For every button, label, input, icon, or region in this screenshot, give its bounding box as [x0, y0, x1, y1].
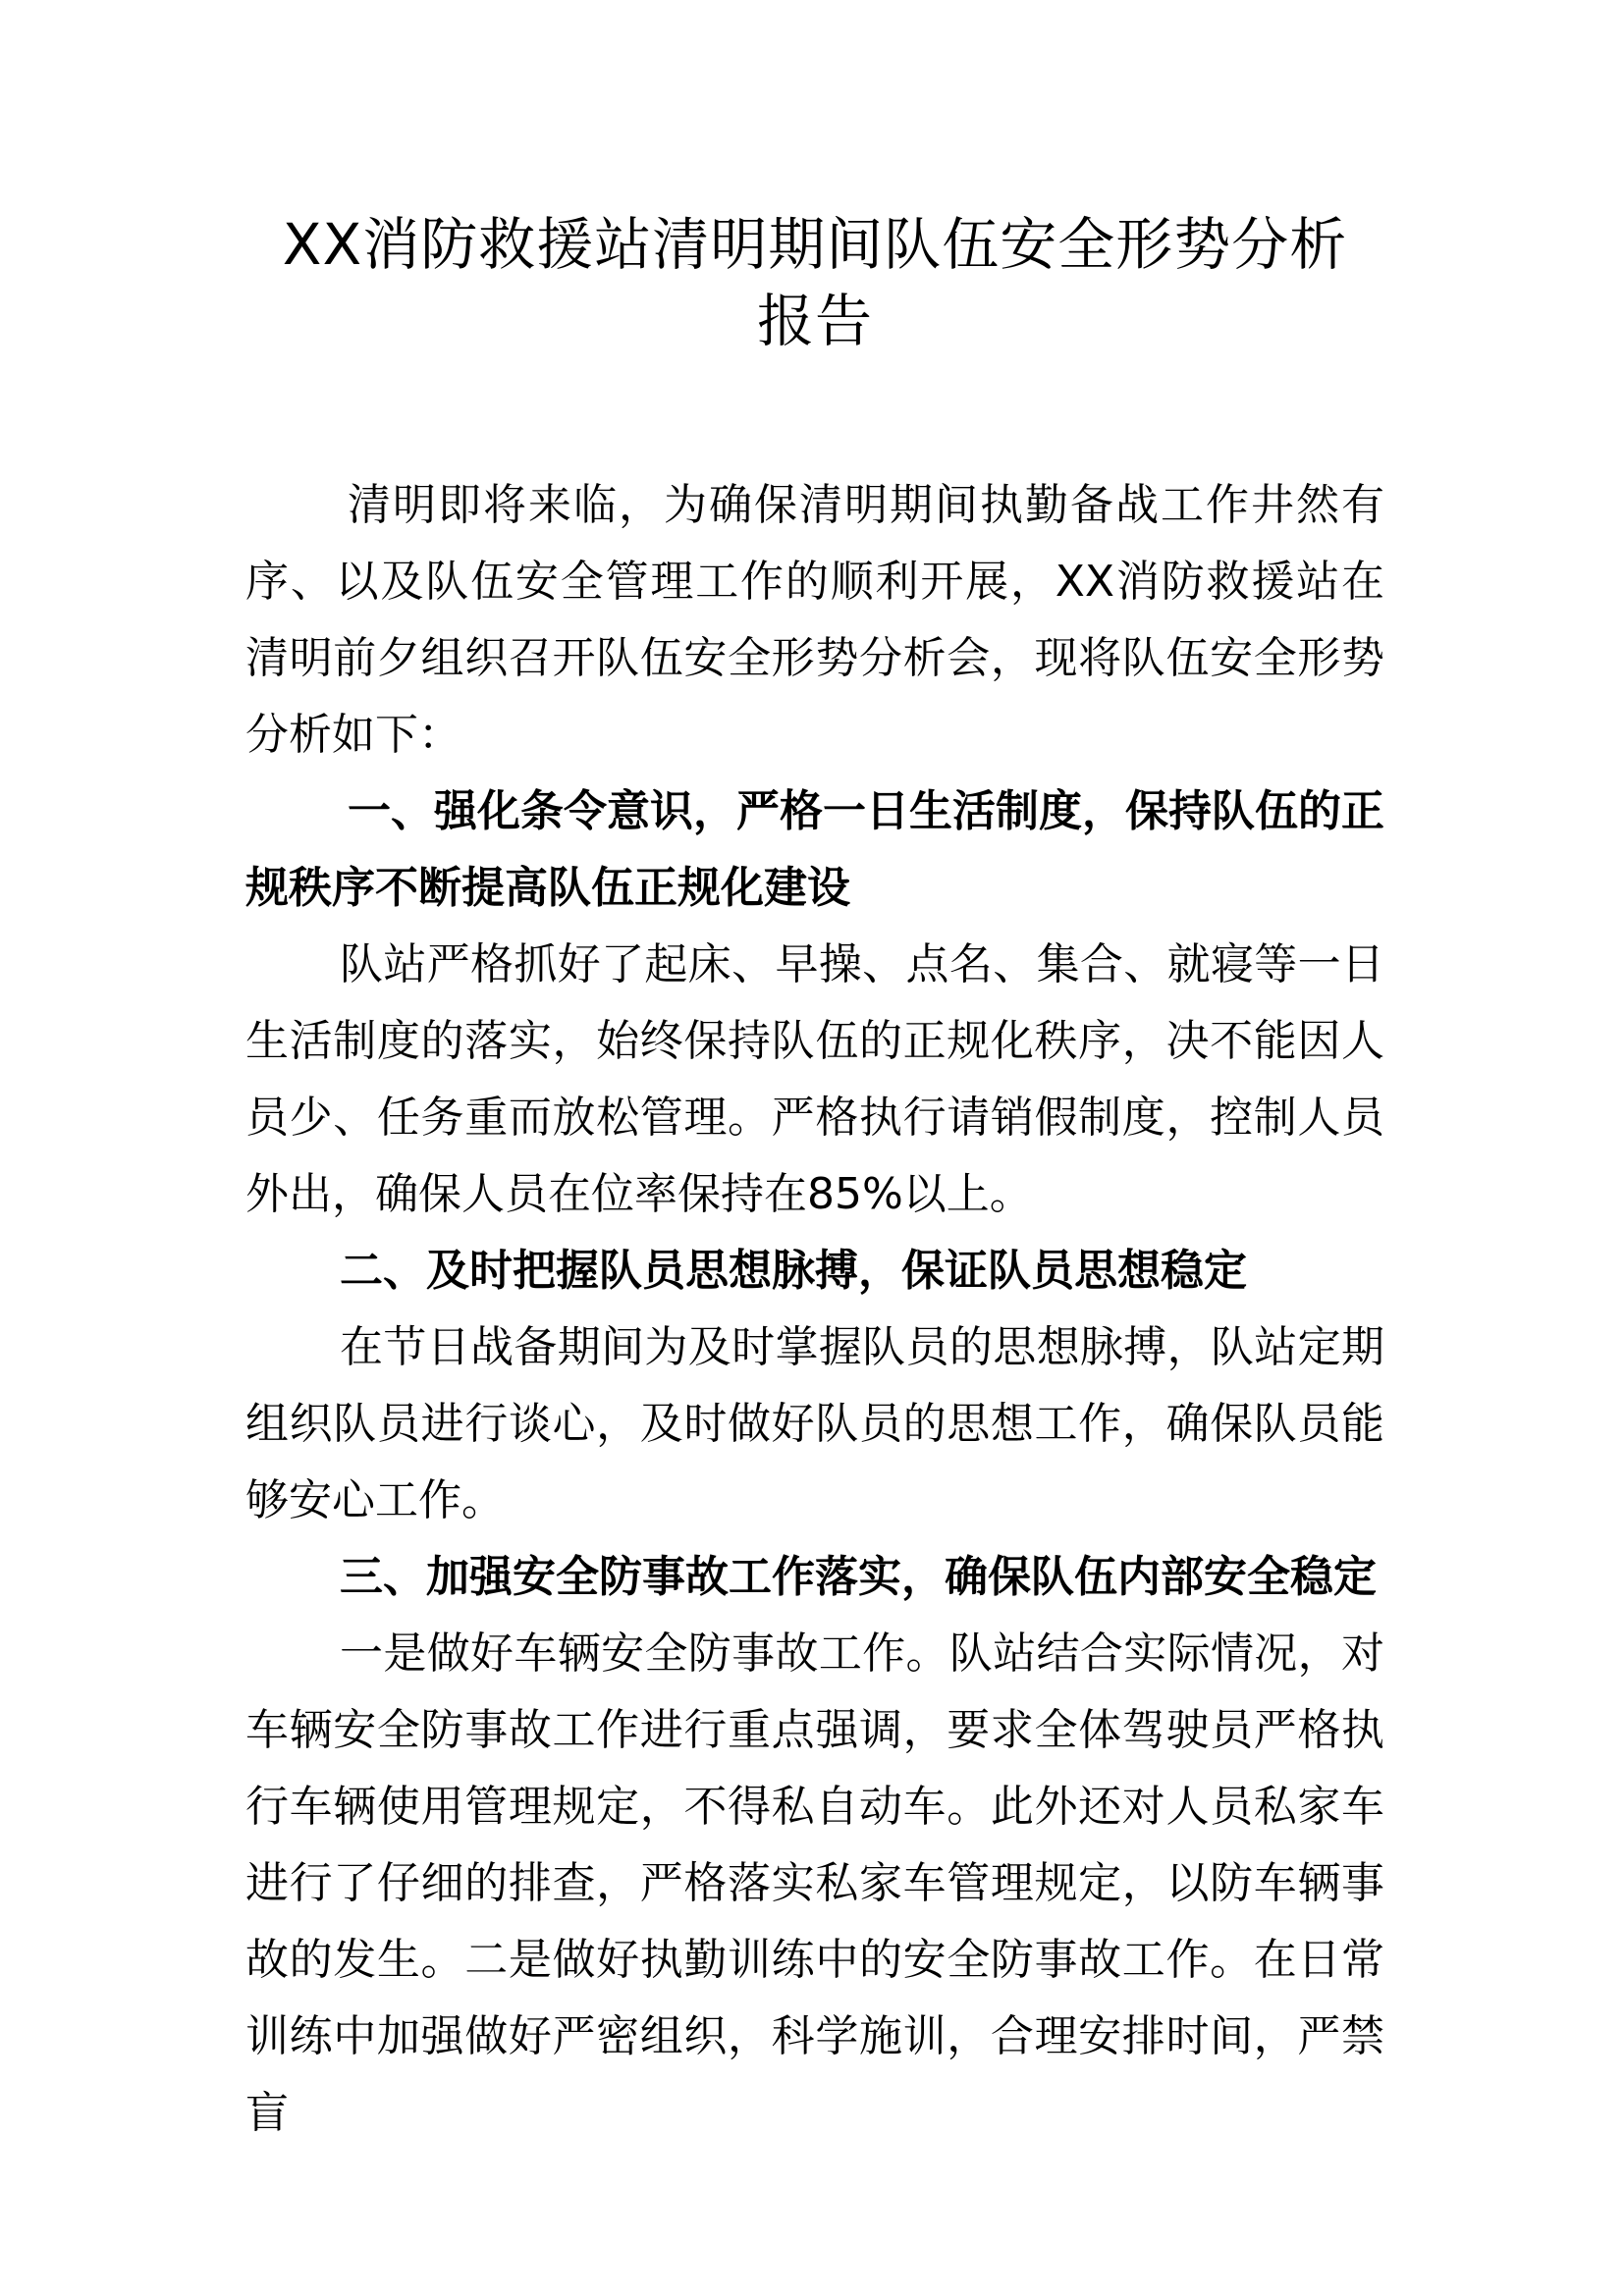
section-body-1: 队站严格抓好了起床、早操、点名、集合、就寝等一日生活制度的落实，始终保持队伍的正规化秩序，决不能因人员少、任务重而放松管理。严格执行请销假制度，控制人员外出，确保人员在位率保持在85%以上。	[245, 939, 1384, 1219]
section-heading-3: 三、加强安全防事故工作落实，确保队伍内部安全稳定	[340, 1552, 1377, 1602]
section-heading-2: 二、及时把握队员思想脉搏，保证队员思想稳定	[340, 1246, 1247, 1296]
section-body-3: 一是做好车辆安全防事故工作。队站结合实际情况，对车辆安全防事故工作进行重点强调，要求全体驾驶员严格执行车辆使用管理规定，不得私自动车。此外还对人员私家车进行了仔细的排查，严格落实私家车管理规定，以防车辆事故的发生。二是做好执勤训练中的安全防事故工作。在日常训练中加强做好严密组织，科学施训，合理安排时间，严禁盲	[245, 1629, 1384, 2138]
section-heading-1: 一、强化条令意识，严格一日生活制度，保持队伍的正规秩序不断提高队伍正规化建设	[245, 786, 1384, 913]
document-title	[245, 206, 1384, 359]
title-line-1: XX消防救援站清明期间队伍安全形势分析	[282, 211, 1348, 278]
title-line-2: 报告	[756, 288, 873, 354]
document-page	[245, 206, 1384, 2152]
intro-paragraph: 清明即将来临，为确保清明期间执勤备战工作井然有序、以及队伍安全管理工作的顺利开展，XX消防救援站在清明前夕组织召开队伍安全形势分析会，现将队伍安全形势分析如下：	[245, 480, 1384, 760]
document-body	[245, 467, 1384, 2152]
section-body-2: 在节日战备期间为及时掌握队员的思想脉搏，队站定期组织队员进行谈心，及时做好队员的思想工作，确保队员能够安心工作。	[245, 1322, 1384, 1525]
